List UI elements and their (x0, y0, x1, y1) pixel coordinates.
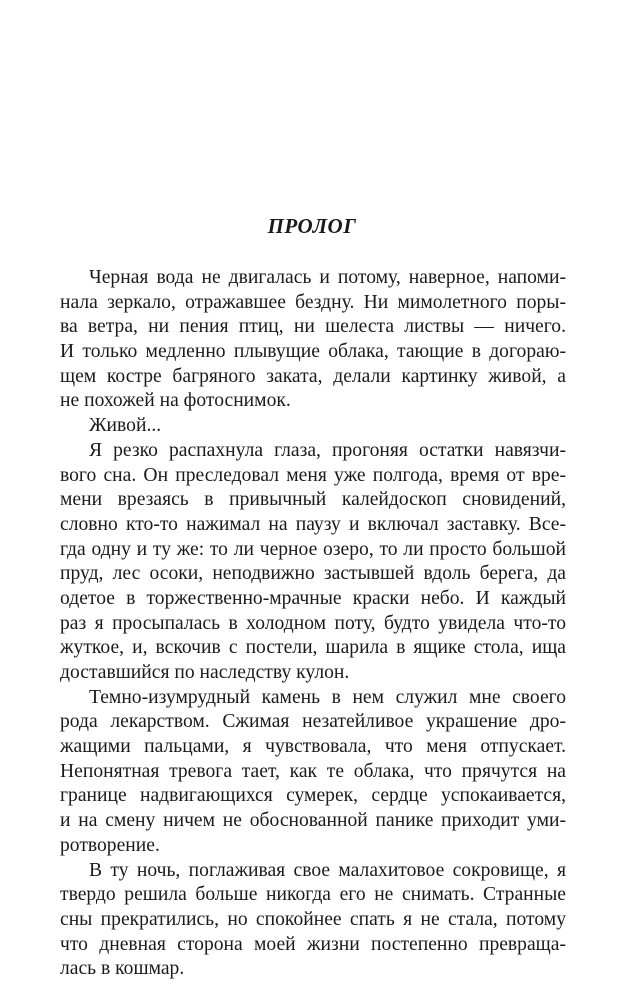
text-line: щем костре багряного заката, делали картинку живой, а (60, 365, 566, 387)
text-line: сны прекратились, но спокойнее спать я не стала, потому (60, 908, 566, 930)
text-line: твердо решила больше никогда его не снимать. Странные (60, 884, 566, 906)
body-text (60, 266, 566, 982)
text-line: не похожей на фотоснимок. (60, 390, 291, 412)
text-line: Темно-изумрудный камень в нем служил мне своего (89, 686, 566, 708)
text-line: раз я просыпалась в холодном поту, будто увидела что-то (60, 612, 566, 634)
text-line: пруд, лес осоки, неподвижно застывшей вдоль берега, да (60, 563, 566, 585)
text-line: мени врезаясь в привычный калейдоскоп сновидений, (60, 489, 566, 511)
text-line: Я резко распахнула глаза, прогоняя остатки навязчи- (89, 439, 566, 461)
text-line: что дневная сторона моей жизни постепенно превраща- (60, 933, 566, 955)
text-line: лась в кошмар. (60, 958, 185, 980)
text-line: словно кто-то нажимал на паузу и включал заставку. Все- (60, 513, 566, 535)
text-line: ротворение. (60, 834, 160, 856)
text-line: доставшийся по наследству кулон. (60, 662, 350, 683)
text-line: И только медленно плывущие облака, тающие в догораю- (60, 341, 566, 363)
text-line: рода лекарством. Сжимая незатейливое украшение дро- (60, 711, 566, 733)
text-line: ва ветра, ни пения птиц, ни шелеста листвы — ничего. (60, 316, 566, 338)
text-line: нала зеркало, отражавшее бездну. Ни мимолетного поры- (60, 291, 566, 313)
text-line: жуткое, и, вскочив с постели, шарила в ящике стола, ища (60, 637, 566, 659)
text-line: границе надвигающихся сумерек, сердце успокаивается, (60, 785, 566, 807)
text-line: гда одну и ту же: то ли черное озеро, то ли просто большой (60, 538, 566, 560)
text-line: В ту ночь, поглаживая свое малахитовое сокровище, я (89, 859, 566, 881)
text-line: вого сна. Он преследовал меня уже полгода, время от вре- (60, 464, 566, 486)
text-line: Непонятная тревога тает, как те облака, что прячутся на (60, 760, 566, 782)
text-line: одетое в торжественно-мрачные краски небо. И каждый (60, 587, 566, 609)
text-line: Черная вода не двигалась и потому, наверное, напоми- (89, 267, 566, 288)
chapter-title: ПРОЛОГ (267, 214, 357, 238)
text-line: жащими пальцами, я чувствовала, что меня отпускает. (60, 736, 566, 758)
text-line: и на смену ничем не обоснованной панике приходит уми- (60, 810, 566, 832)
text-line: Живой... (89, 415, 162, 437)
